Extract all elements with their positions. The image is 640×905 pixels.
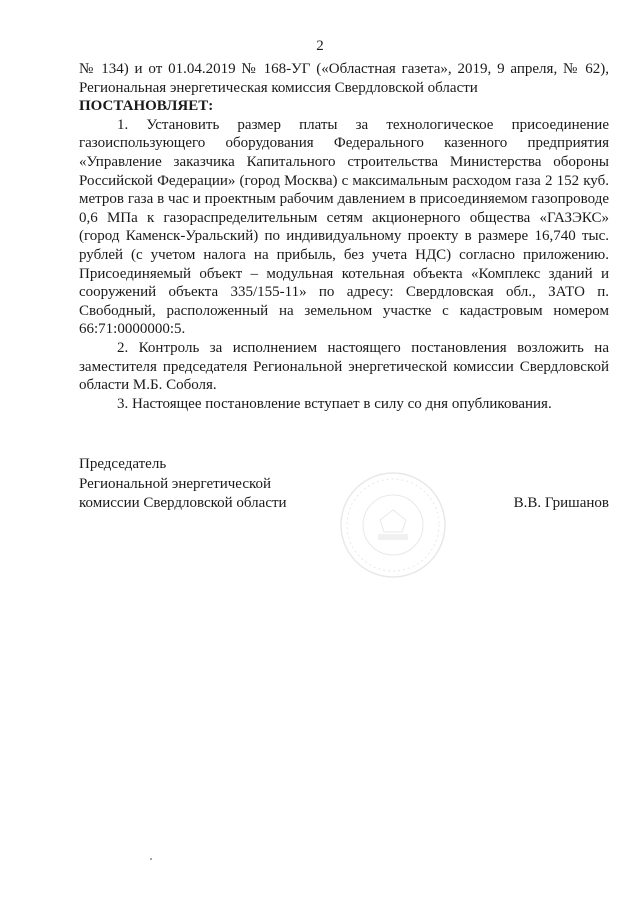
item-3: 3. Настоящее постановление вступает в силу со дня опубликования. — [117, 395, 552, 412]
signatory-title-line-2: Региональной энергетической — [79, 475, 272, 492]
item-2: 2. Контроль за исполнением настоящего постановления возложить на заместителя председателя Региональной энергетической комиссии Свердловской области М.Б. Соболя. — [79, 339, 609, 394]
item-1: 1. Установить размер платы за технологическое присоединение газоиспользующего оборудования Федерального казенного предприятия «Управление заказчика Капитального строительства Министерства обороны Российской Федерации» (город Москва) с максимальным расходом газа 2 152 куб. метров газа в час и проектным рабочим давлением в присоединяемом газопроводе 0,6 МПа к газораспределительным сетям акционерного общества «ГАЗЭКС» (город Каменск-Уральский) по индивидуальному проекту в размере 16,740 тыс. рублей (с учетом налога на прибыль, без учета НДС) согласно приложению. Присоединяемый объект – модульная котельная объекта «Комплекс зданий и сооружений объекта 335/155-11» по адресу: Свердловская обл., ЗАТО п. Свободный, расположенный на земельном участке с кадастровым номером 66:71:0000000:5. — [79, 116, 609, 338]
scan-dot — [150, 858, 152, 860]
decree-word: ПОСТАНОВЛЯЕТ: — [79, 98, 214, 115]
official-seal-icon — [338, 470, 448, 580]
signatory-name: В.В. Гришанов — [513, 495, 609, 511]
signatory-title-line-1: Председатель — [79, 456, 167, 472]
intro-line-1: № 134) и от 01.04.2019 № 168-УГ («Областная газета», 2019, 9 апреля, № 62), — [79, 61, 609, 77]
intro-line-2: Региональная энергетическая комиссия Свердловской области — [79, 79, 478, 96]
signatory-title-line-3: комиссии Свердловской области — [79, 495, 287, 511]
page-number: 2 — [316, 38, 324, 54]
document-body — [79, 60, 609, 413]
